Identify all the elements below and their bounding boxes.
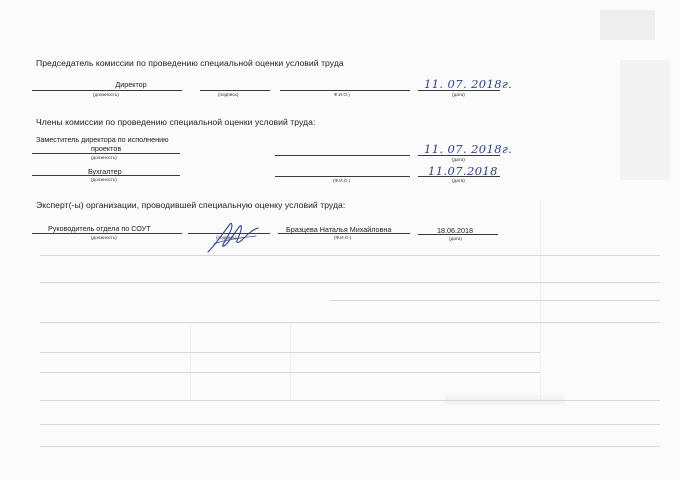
chairman-position: Директор [115, 80, 147, 89]
expert-signature-icon [202, 218, 262, 258]
expert-date-line [418, 234, 498, 235]
members-heading: Члены комиссии по проведению специальной оценки условий труда: [36, 117, 316, 127]
expert-signature-caption: (подпись) [216, 235, 237, 240]
chairman-position-caption: (должность) [93, 92, 119, 97]
member1-date-line [418, 155, 500, 156]
chairman-name-caption: Ф.И.О.) [334, 92, 350, 97]
expert-date: 18.06.2018 [437, 226, 473, 235]
expert-position-caption: (должность) [91, 235, 117, 240]
chairman-position-line [32, 90, 182, 91]
member2-position: Бухгалтер [88, 167, 122, 176]
chairman-heading: Председатель комиссии по проведению специальной оценки условий труда [36, 58, 344, 68]
chairman-signature-line [200, 90, 270, 91]
member2-date-handwritten: 11.07.2018 [428, 164, 498, 178]
member2-date-line [418, 176, 500, 177]
expert-position-line [32, 233, 182, 234]
chairman-date-caption: (дата) [452, 92, 465, 97]
chairman-date-handwritten: 11. 07. 2018г. [424, 77, 513, 91]
expert-name: Бразцева Наталья Михайловна [286, 225, 392, 234]
member1-position-line [32, 153, 180, 154]
expert-position: Руководитель отдела по СОУТ [48, 224, 151, 233]
member2-name-caption: (Ф.И.О.) [333, 178, 351, 183]
member1-date-handwritten: 11. 07. 2018г. [424, 142, 513, 156]
member1-date-caption: (дата) [452, 157, 465, 162]
expert-heading: Эксперт(-ы) организации, проводившей специальную оценку условий труда: [36, 200, 346, 210]
expert-name-caption: (Ф.И.О.) [334, 235, 352, 240]
member2-name-line [275, 176, 410, 177]
member2-position-caption: (должность) [91, 177, 117, 182]
chairman-signature-caption: (подпись) [218, 92, 239, 97]
member1-position-caption: (должность) [91, 155, 117, 160]
member1-position-line1: Заместитель директора по исполнению [36, 135, 169, 144]
chairman-name-line [280, 90, 410, 91]
expert-name-line [278, 233, 410, 234]
expert-date-caption: (дата) [449, 236, 462, 241]
member1-name-line [275, 155, 410, 156]
chairman-date-line [418, 90, 500, 91]
member2-position-line [32, 175, 180, 176]
member2-date-caption: (дата) [452, 178, 465, 183]
member1-position-line2: проектов [91, 144, 122, 153]
